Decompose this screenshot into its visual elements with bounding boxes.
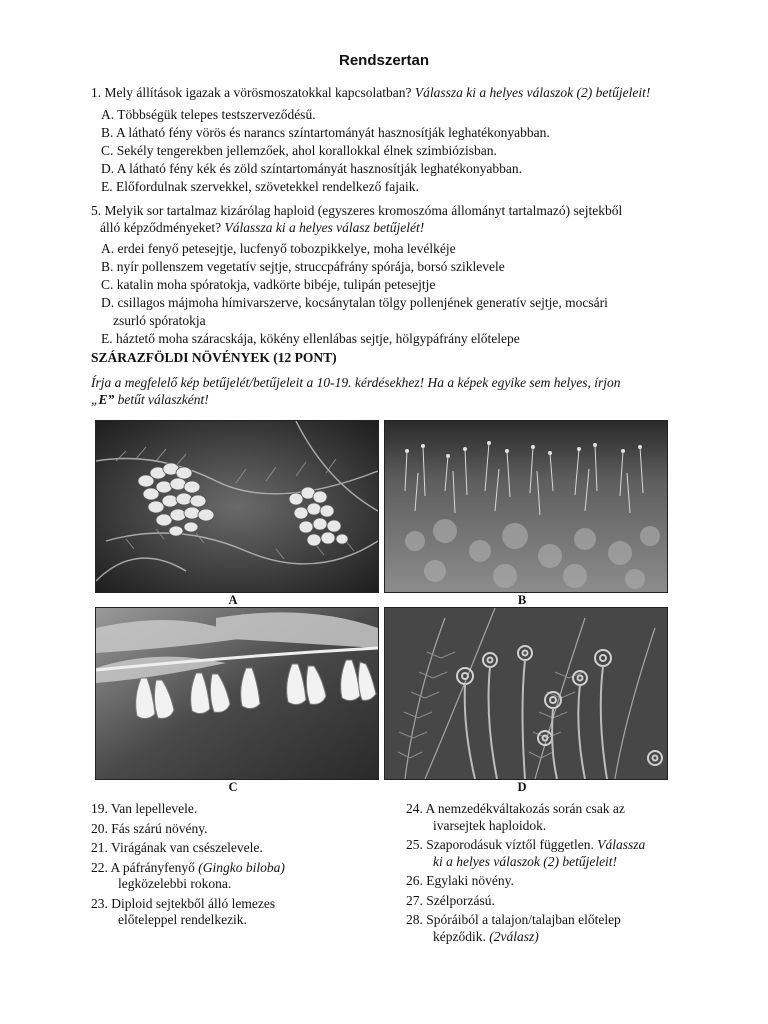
question-21: 21. Virágának van csészelevele. bbox=[91, 840, 263, 855]
question-25 bbox=[406, 837, 706, 870]
section-heading: SZÁRAZFÖLDI NÖVÉNYEK (12 PONT) bbox=[91, 350, 337, 365]
page-title: Rendszertan bbox=[338, 52, 430, 69]
question-24-text: 24. A nemzedékváltakozás során csak az bbox=[406, 801, 625, 816]
question-22-text: 22. A páfrányfenyő bbox=[91, 859, 199, 875]
question-28-note: (2válasz) bbox=[489, 928, 539, 944]
question-24-continued: ivarsejtek haploidok. bbox=[433, 817, 547, 833]
option-1e: E. Előfordulnak szervekkel, szövetekkel rendelkező fajaik. bbox=[101, 179, 419, 194]
conifer-cones-photo bbox=[95, 420, 379, 593]
question-1-options bbox=[101, 106, 701, 196]
option-5e: E. háztető moha száracskája, kökény ellenlábas sejtje, hölgypáfrány előtelepe bbox=[101, 331, 520, 346]
question-19: 19. Van lepellevele. bbox=[91, 801, 198, 816]
option-1d: D. A látható fény kék és zöld színtartományát hasznosítják leghatékonyabban. bbox=[101, 161, 523, 176]
question-20: 20. Fás szárú növény. bbox=[91, 820, 208, 836]
question-23-continued: előteleppel rendelkezik. bbox=[118, 912, 247, 927]
question-5 bbox=[91, 202, 721, 236]
moss-sporophytes-photo bbox=[384, 420, 668, 593]
option-5c: C. katalin moha spóratokja, vadkörte bibéje, tulipán petesejtje bbox=[101, 277, 436, 292]
fern-fiddleheads-photo bbox=[384, 607, 668, 780]
question-5-line1: 5. Melyik sor tartalmaz kizárólag haploid (egyszeres kromoszóma állományt tartalmazó) sejtekből bbox=[91, 203, 623, 218]
question-28-continued: képződik. bbox=[433, 928, 490, 944]
question-24 bbox=[406, 801, 706, 834]
question-26: 26. Egylaki növény. bbox=[406, 873, 514, 888]
image-label-b: B bbox=[517, 593, 527, 607]
question-5-options bbox=[101, 240, 701, 348]
question-25-instruction-continued: ki a helyes válaszok (2) betűjeleit! bbox=[433, 853, 618, 869]
option-1a: A. Többségük telepes testszerveződésű. bbox=[101, 107, 316, 122]
option-5d: D. csillagos májmoha hímivarszerve, kocsánytalan tölgy pollenjének generatív sejtje, mocsári bbox=[101, 295, 608, 310]
instruction-bold-letter: E” bbox=[98, 392, 115, 407]
left-question-list bbox=[91, 801, 391, 932]
instruction-tail: betűt válaszként! bbox=[114, 392, 209, 407]
question-1-text: 1. Mely állítások igazak a vörösmoszatokkal kapcsolatban? bbox=[91, 85, 412, 100]
question-22 bbox=[91, 860, 391, 893]
solomons-seal-flowers-photo bbox=[95, 607, 379, 780]
option-5d-continued: zsurló spóratokja bbox=[113, 313, 206, 328]
question-1-instruction: Válassza ki a helyes válaszok (2) betűjeleit! bbox=[414, 85, 651, 100]
question-1 bbox=[91, 84, 721, 101]
section-instruction bbox=[91, 374, 691, 408]
option-1b: B. A látható fény vörös és narancs színtartományát hasznosítják leghatékonyabban. bbox=[101, 125, 550, 140]
instruction-quote: „ bbox=[91, 392, 99, 407]
question-22-continued: legközelebbi rokona. bbox=[118, 876, 232, 891]
question-25-text: 25. Szaporodásuk víztől független. bbox=[406, 837, 598, 852]
image-label-c: C bbox=[228, 780, 238, 794]
section-instruction-line1: Írja a megfelelő kép betűjelét/betűjeleit a 10-19. kérdésekhez! Ha a képek egyike sem helyes, írjon bbox=[91, 375, 621, 390]
option-5a: A. erdei fenyő petesejtje, lucfenyő tobozpikkelye, moha levélkéje bbox=[101, 241, 456, 256]
option-1c: C. Sekély tengerekben jellemzőek, ahol korallokkal élnek szimbiózisban. bbox=[101, 143, 497, 158]
question-28 bbox=[406, 912, 706, 945]
question-23 bbox=[91, 896, 391, 929]
question-28-text: 28. Spóráiból a talajon/talajban előtelep bbox=[406, 912, 621, 927]
question-25-instruction: Válassza bbox=[597, 837, 646, 852]
image-label-d: D bbox=[517, 780, 527, 794]
right-question-list bbox=[406, 801, 706, 948]
question-27: 27. Szélporzású. bbox=[406, 892, 495, 908]
image-label-a: A bbox=[228, 593, 238, 607]
question-5-instruction: Válassza ki a helyes válasz betűjelét! bbox=[224, 220, 425, 235]
option-5b: B. nyír pollenszem vegetatív sejtje, struccpáfrány spórája, borsó sziklevele bbox=[101, 259, 505, 274]
question-23-text: 23. Diploid sejtekből álló lemezes bbox=[91, 895, 276, 911]
question-22-latin-name: (Gingko biloba) bbox=[198, 859, 285, 875]
question-5-line2: álló képződményeket? bbox=[100, 220, 222, 235]
